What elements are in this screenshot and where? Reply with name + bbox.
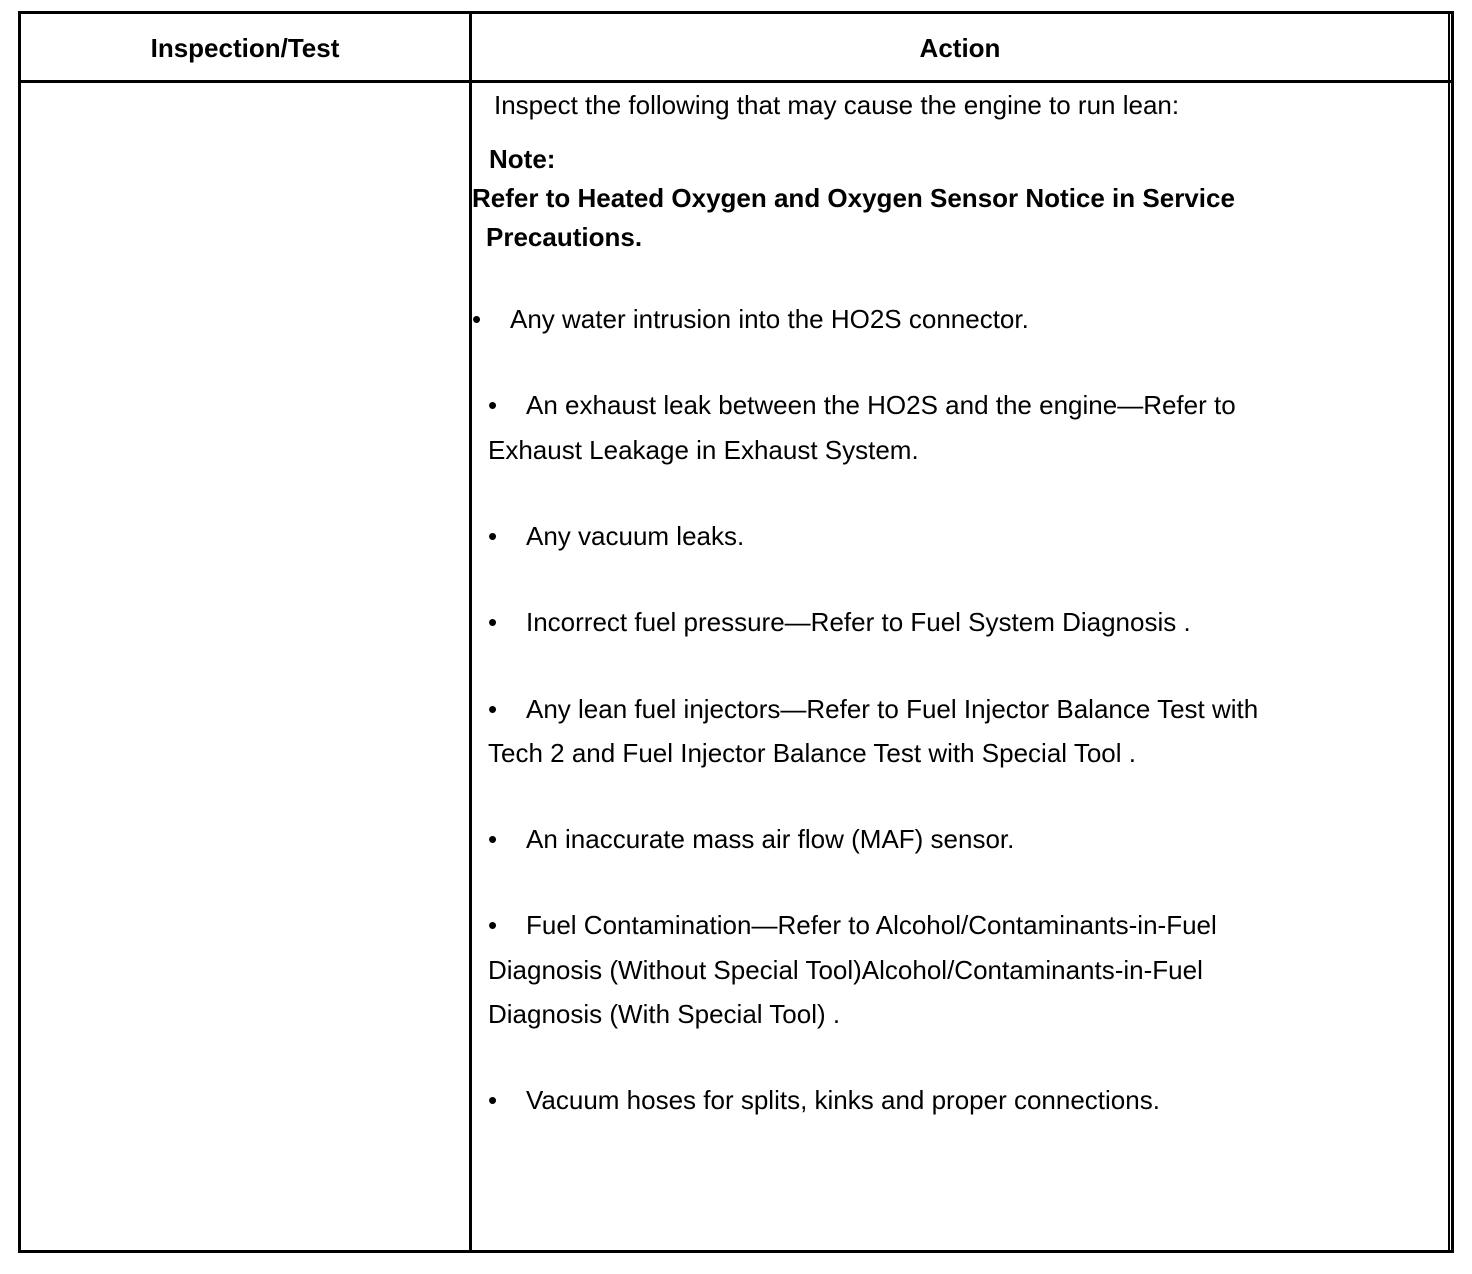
list-item-continuation: Diagnosis (With Special Tool) . [488,999,841,1029]
bullet-icon: • [488,607,498,637]
list-item [488,687,1258,731]
list-item-text: Incorrect fuel pressure—Refer to Fuel System Diagnosis . [526,607,1191,637]
list-item-text: Vacuum hoses for splits, kinks and proper connections. [526,1085,1160,1115]
procedure-table [18,11,1454,1253]
list-item [488,1078,1160,1122]
note-text-line-1: Refer to Heated Oxygen and Oxygen Sensor Notice in Service [472,183,1235,213]
note-text-line-2: Precautions. [486,222,643,252]
list-item-text: Any vacuum leaks. [526,521,745,551]
list-item-text: Any water intrusion into the HO2S connector. [510,304,1029,334]
bullet-icon: • [488,1085,498,1115]
bullet-icon: • [488,824,498,854]
list-item [488,383,1236,427]
list-item [472,297,1029,341]
header-inspection-test: Inspection/Test [150,33,340,63]
bullet-icon: • [488,521,498,551]
bullet-icon: • [472,304,482,334]
action-cell [472,83,1448,1253]
list-item [488,514,744,558]
table-right-rule [1448,14,1450,1250]
bullet-icon: • [488,694,498,724]
inspection-cell [21,83,469,1253]
list-item-text: An inaccurate mass air flow (MAF) sensor. [526,824,1015,854]
list-item-text: An exhaust leak between the HO2S and the engine—Refer to [526,390,1236,420]
bullet-icon: • [488,910,498,940]
bullet-icon: • [488,390,498,420]
list-item-text: Fuel Contamination—Refer to Alcohol/Contaminants-in-Fuel [526,910,1217,940]
list-item [488,903,1217,947]
list-item-text: Any lean fuel injectors—Refer to Fuel Injector Balance Test with [526,694,1259,724]
note-label: Note: [489,144,556,174]
list-item [488,600,1191,644]
intro-text: Inspect the following that may cause the engine to run lean: [494,90,1180,120]
list-item-continuation: Tech 2 and Fuel Injector Balance Test with Special Tool . [488,738,1136,768]
list-item-continuation: Exhaust Leakage in Exhaust System. [488,435,919,465]
list-item-continuation: Diagnosis (Without Special Tool)Alcohol/Contaminants-in-Fuel [488,955,1203,985]
header-action: Action [919,33,1001,63]
list-item [488,817,1014,861]
